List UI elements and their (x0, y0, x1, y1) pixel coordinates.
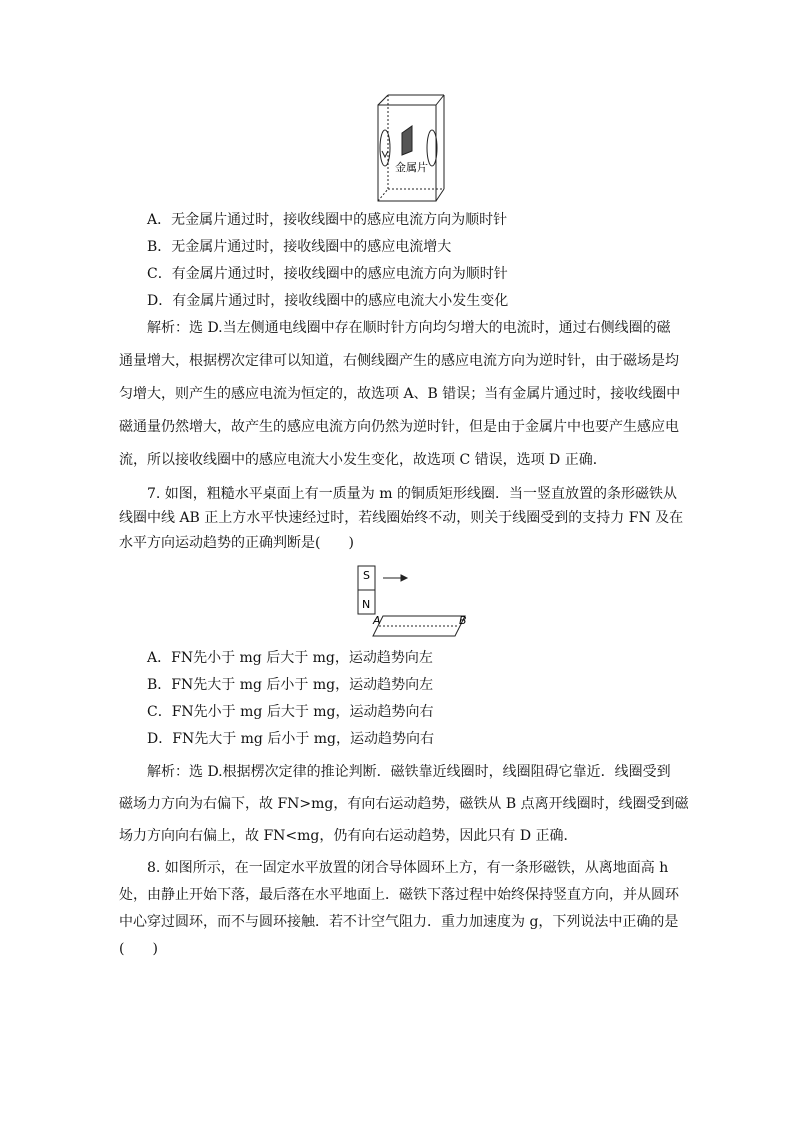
q7-analysis-line: 解析：选 D.根据楞次定律的推论判断．磁铁靠近线圈时，线圈阻碍它靠近．线圈受到 (147, 764, 671, 780)
q6-analysis-line: 流，所以接收线圈中的感应电流大小发生变化，故选项 C 错误，选项 D 正确． (119, 452, 607, 468)
q8-stem-line: 8. 如图所示，在一固定水平放置的闭合导体圆环上方，有一条形磁铁，从离地面高 h (147, 860, 669, 876)
q7-stem-line: 7. 如图，粗糙水平桌面上有一质量为 m 的铜质矩形线圈．当一竖直放置的条形磁铁从 (147, 486, 677, 502)
q7-option-a: A．FN先小于 mg 后大于 mg，运动趋势向左 (147, 650, 433, 666)
q6-analysis-line: 匀增大，则产生的感应电流为恒定的，故选项 A、B 错误；当有金属片通过时，接收线圈中 (119, 386, 681, 402)
q6-analysis-line: 通量增大，根据楞次定律可以知道，右侧线圈产生的感应电流方向为逆时针，由于磁场是均 (119, 353, 679, 369)
point-b-label: B (459, 614, 467, 627)
q6-option-a: A．无金属片通过时，接收线圈中的感应电流方向为顺时针 (147, 212, 508, 228)
q7-option-b: B．FN先大于 mg 后小于 mg，运动趋势向左 (147, 677, 434, 693)
q8-stem-line: 处，由静止开始下落，最后落在水平地面上．磁铁下落过程中始终保持竖直方向，并从圆环 (119, 887, 679, 903)
q7-stem-line: 水平方向运动趋势的正确判断是( ) (119, 535, 354, 551)
magnet-s-label: S (363, 569, 370, 582)
q7-option-d: D．FN先大于 mg 后小于 mg，运动趋势向右 (147, 731, 435, 747)
q6-option-d: D．有金属片通过时，接收线圈中的感应电流大小发生变化 (147, 293, 509, 309)
metal-piece-label: 金属片 (395, 161, 428, 174)
q7-option-c: C．FN先小于 mg 后大于 mg，运动趋势向右 (147, 704, 434, 720)
q6-option-c: C．有金属片通过时，接收线圈中的感应电流方向为顺时针 (147, 266, 508, 282)
q7-analysis-line: 场力方向向右偏上，故 FN<mg，仍有向右运动趋势，因此只有 D 正确． (119, 828, 578, 844)
q8-stem-line: ( ) (119, 941, 158, 957)
coil-box-figure (368, 93, 448, 205)
q6-analysis-line: 解析：选 D.当左侧通电线圈中存在顺时针方向均匀增大的电流时，通过右侧线圈的磁 (147, 320, 671, 336)
q6-analysis-line: 磁通量仍然增大，故产生的感应电流方向仍然为逆时针，但是由于金属片中也要产生感应电 (119, 419, 679, 435)
q7-stem-line: 线圈中线 AB 正上方水平快速经过时，若线圈始终不动，则关于线圈受到的支持力 FN 及在 (119, 510, 684, 526)
magnet-coil-figure (355, 562, 470, 640)
q6-option-b: B．无金属片通过时，接收线圈中的感应电流增大 (147, 239, 452, 255)
q8-stem-line: 中心穿过圆环，而不与圆环接触．若不计空气阻力．重力加速度为 g，下列说法中正确的是 (119, 914, 679, 930)
q7-analysis-line: 磁场力方向为右偏下，故 FN>mg，有向右运动趋势，磁铁从 B 点离开线圈时，线圈受到磁 (119, 796, 689, 812)
point-a-label: A (373, 614, 381, 627)
magnet-n-label: N (362, 598, 371, 611)
